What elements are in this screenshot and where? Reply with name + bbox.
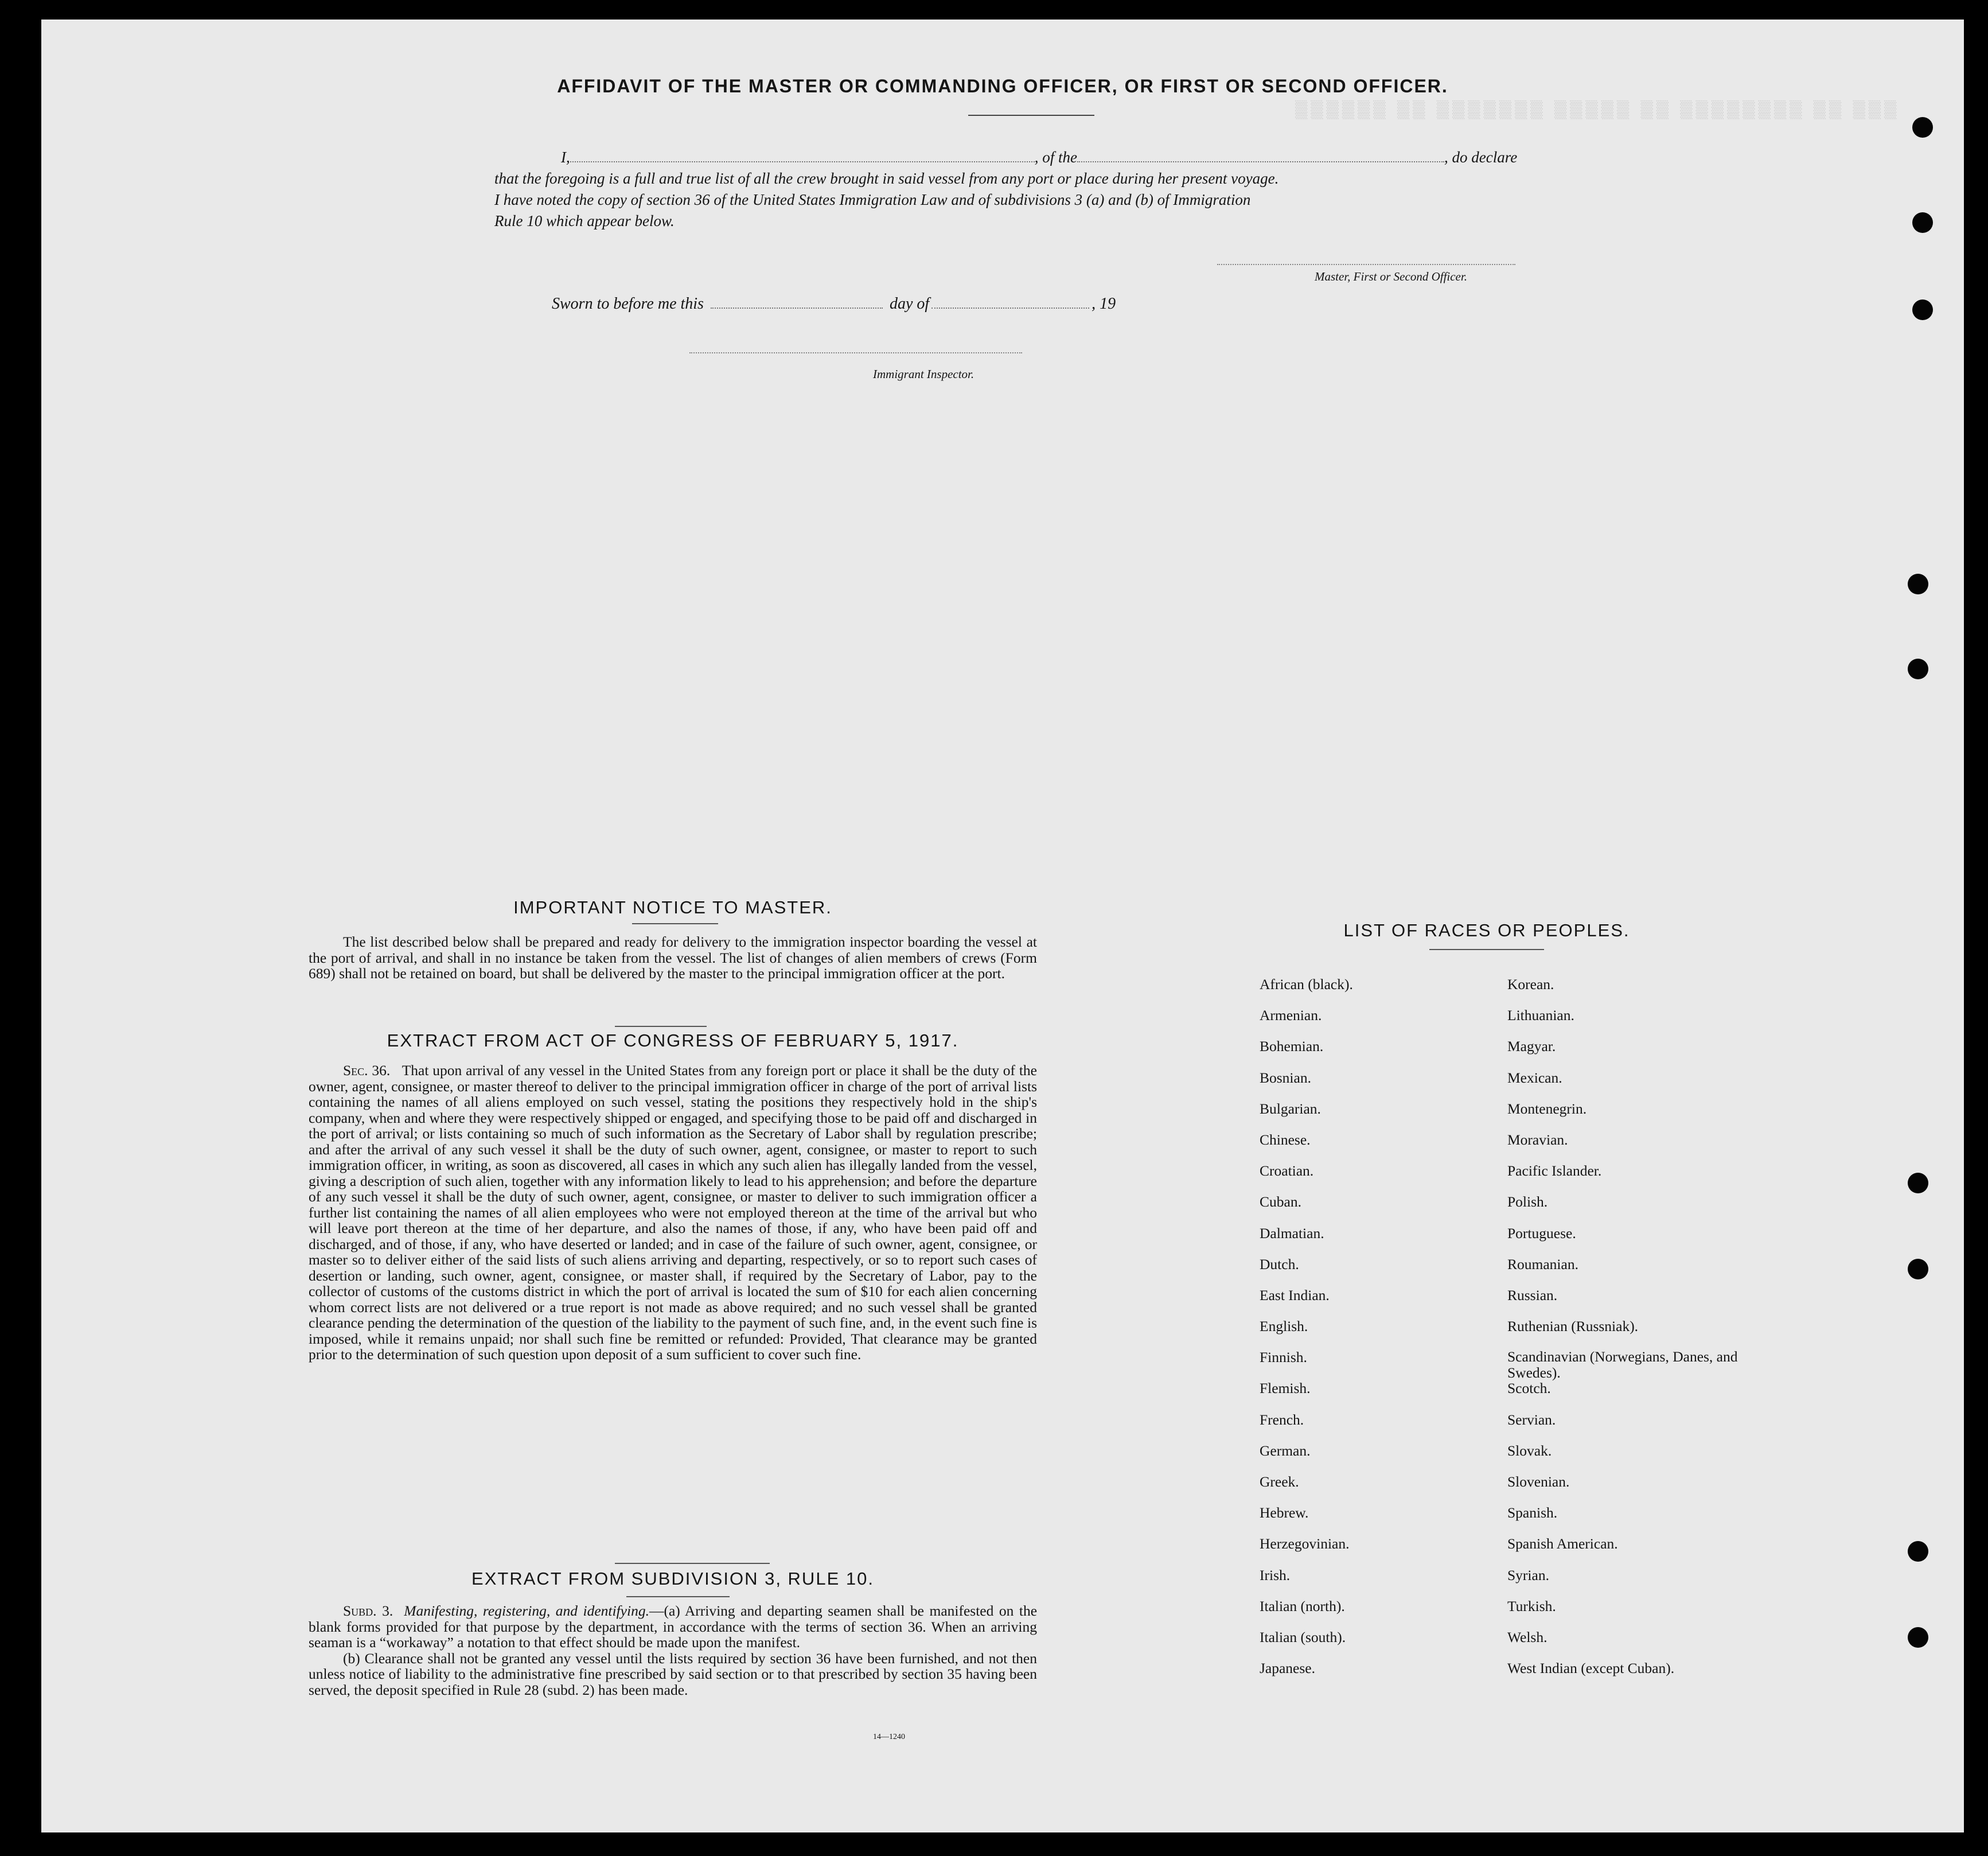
sworn-day-blank[interactable] [711,295,883,309]
affidavit-do-declare: , do declare [1444,149,1518,166]
extract-rule-body [309,1603,1037,1698]
race-item: Lithuanian. [1507,1007,1574,1024]
race-item: Flemish. [1260,1380,1311,1397]
race-item: Cuban. [1260,1193,1301,1211]
race-item: Chinese. [1260,1131,1311,1148]
extract-act-body [309,1063,1037,1363]
bleed-through-text: ▒▒▒ ▒▒ ▒▒▒▒▒▒▒▒ ▒▒ ▒▒▒▒▒ ▒▒▒▒▒▒▒ ▒▒ ▒▒▒▒▒▒ [1292,100,1897,119]
race-item: Bohemian. [1260,1038,1324,1055]
notice-body [309,934,1037,982]
master-name-blank[interactable] [570,149,1035,162]
master-signature-line[interactable] [1217,264,1515,265]
sworn-line [552,295,1116,313]
race-item: Roumanian. [1507,1255,1578,1273]
inspector-label: Immigrant Inspector. [873,367,974,381]
binder-hole [1912,117,1933,138]
affidavit-of-the: , of the [1034,149,1077,166]
race-item: Croatian. [1260,1162,1314,1180]
race-item: Ruthenian (Russniak). [1507,1318,1639,1335]
races-title: LIST OF RACES OR PEOPLES. [1343,920,1630,940]
races-rule [1429,949,1544,950]
race-item: West Indian (except Cuban). [1507,1660,1675,1677]
sec-36-label: Sec. 36. [343,1062,391,1079]
race-item: Portuguese. [1507,1224,1576,1242]
binder-hole [1908,1259,1928,1279]
subd-3-para-a: —(a) Arriving and departing seamen shall be manifested on the blank forms provided for that purpose by the department, in accordance with the terms of section 36. When an arriving seaman is a “workaway” a notation to that effect should be made upon the manifest. [309,1602,1038,1651]
race-item: Japanese. [1260,1660,1315,1677]
act-end-rule [615,1563,770,1564]
race-item: Montenegrin. [1507,1100,1587,1117]
binder-hole [1908,574,1928,594]
race-item: Slovenian. [1507,1473,1570,1490]
binder-hole [1908,1173,1928,1193]
race-item: East Indian. [1260,1286,1330,1304]
race-item: French. [1260,1411,1304,1428]
race-item: Scandinavian (Norwegians, Danes, and Swedes). [1507,1348,1738,1382]
subd-3-heading: Manifesting, registering, and identifying. [404,1602,649,1619]
binder-hole [1912,212,1933,233]
sworn-year: , 19 [1092,295,1116,313]
race-item: Polish. [1507,1193,1548,1211]
race-item: Magyar. [1507,1038,1556,1055]
document-page [41,20,1964,1832]
sworn-text: Sworn to before me this [552,295,704,313]
affidavit-title: AFFIDAVIT OF THE MASTER OR COMMANDING OFFICER, OR FIRST OR SECOND OFFICER. [557,76,1448,96]
affidavit-line-4: Rule 10 which appear below. [494,212,675,229]
race-item: Greek. [1260,1473,1299,1490]
notice-paragraph: The list described below shall be prepared and ready for delivery to the immigration inspector boarding the vessel at the port of arrival, and shall in no instance be taken from the vessel. The list of changes of alien members of crews (Form 689) shall not be retained on board, but shall be delivered by the master to the principal immigration officer at the port. [309,933,1037,982]
binder-hole [1908,659,1928,679]
race-item: Italian (north). [1260,1597,1345,1614]
race-item: Finnish. [1260,1349,1307,1366]
affidavit-i: I, [561,149,570,166]
race-item: Spanish. [1507,1504,1558,1522]
race-item: Hebrew. [1260,1504,1309,1522]
race-item: Mexican. [1507,1069,1562,1086]
binder-hole [1912,299,1933,320]
title-rule [968,115,1094,116]
race-item: Welsh. [1507,1628,1547,1645]
race-item: Russian. [1507,1286,1558,1304]
vessel-name-blank[interactable] [1077,149,1444,162]
race-item: Slovak. [1507,1442,1552,1459]
race-item: Moravian. [1507,1131,1568,1148]
binder-hole [1908,1627,1928,1648]
race-item: Armenian. [1260,1007,1322,1024]
race-item: Italian (south). [1260,1628,1346,1645]
race-item: English. [1260,1318,1308,1335]
race-item: Irish. [1260,1566,1291,1583]
race-item: Syrian. [1507,1566,1549,1583]
subd-3-label: Subd. 3. [343,1602,393,1619]
extract-rule-title: EXTRACT FROM SUBDIVISION 3, RULE 10. [471,1569,874,1589]
inspector-signature-line[interactable] [689,352,1022,353]
race-item: African (black). [1260,976,1353,993]
affidavit-line-2: that the foregoing is a full and true list of all the crew brought in said vessel from any port or place during her present voyage. [494,170,1279,187]
race-item: Spanish American. [1507,1535,1618,1552]
master-signature-label: Master, First or Second Officer. [1315,270,1467,283]
affidavit-line-3: I have noted the copy of section 36 of the United States Immigration Law and of subdivisions 3 (a) and (b) of Immigration [494,191,1251,208]
sworn-day-of: day of [889,295,930,313]
race-item: Scotch. [1507,1380,1551,1397]
race-item: Servian. [1507,1411,1556,1428]
affidavit-text [494,147,1607,232]
race-item: Herzegovinian. [1260,1535,1350,1552]
binder-hole [1908,1541,1928,1562]
notice-title: IMPORTANT NOTICE TO MASTER. [513,897,832,917]
races-right-column [1507,976,1748,1691]
race-item: Dalmatian. [1260,1224,1324,1242]
rule-title-rule [626,1596,730,1597]
race-item: Bosnian. [1260,1069,1311,1086]
race-item: Korean. [1507,976,1554,993]
notice-rule [632,923,718,924]
sworn-month-blank[interactable] [931,295,1089,309]
subd-3-para-b: (b) Clearance shall not be granted any vessel until the lists required by section 36 have been furnished, and not then unless notice of liability to the administrative fine prescribed by said section or to that prescribed by section 35 having been served, the deposit specified in Rule 28 (subd. 2) has been made. [309,1649,1037,1698]
race-item: Dutch. [1260,1255,1299,1273]
notice-end-rule [615,1026,707,1027]
sec-36-text: That upon arrival of any vessel in the United States from any foreign port or place it shall be the duty of the owner, agent, consignee, or master thereof to deliver to the principal immigration officer in charge of the port of arrival lists containing the names of all aliens employed on such vessel, stating the positions they respectively hold in the ship's company, when and where they were respectively shipped or engaged, and specifying those to be paid off and discharged in the port of arrival; or lists containing so much of such information as the Secretary of Labor shall by regulation prescribe; and after the arrival of any such vessel it shall be the duty of such owner, agent, consignee, or master to report to such immigration officer, in writing, as soon as discovered, all cases in which any such alien has illegally landed from the vessel, giving a description of such alien, together with any information likely to lead to his apprehension; and before the departure of any such vessel it shall be the duty of such owner, agent, consignee, or master to deliver to such immigration officer a further list containing the names of all alien employees who were not employed thereon at the time of the arrival but who will leave port thereon at the time of her departure, and also the names of those, if any, who have been paid off and discharged, and of those, if any, who have deserted or landed; and in case of the failure of such owner, agent, consignee, or master so to deliver either of the said lists of such aliens arriving and departing, respectively, or so to report such cases of desertion or landing, such owner, agent, consignee, or master shall, if required by the Secretary of Labor, pay to the collector of customs of the customs district in which the port of arrival is located the sum of $10 for each alien concerning whom correct lists are not delivered or a true report is not made as above required; and no such vessel shall be granted clearance pending the determination of the question of the liability to the payment of such fine, and, in the event such fine is imposed, while it remains unpaid; nor shall such fine be remitted or refunded: Provided, That clearance may be granted prior to the determination of such question upon deposit of a sum sufficient to cover such fine. [309,1062,1038,1363]
race-item: Pacific Islander. [1507,1162,1602,1180]
form-number: 14—1240 [873,1733,905,1741]
races-left-column [1260,976,1353,1691]
extract-act-title: EXTRACT FROM ACT OF CONGRESS OF FEBRUARY 5, 1917. [387,1030,959,1050]
race-item: Bulgarian. [1260,1100,1321,1117]
race-item: Turkish. [1507,1597,1556,1614]
race-item: German. [1260,1442,1311,1459]
